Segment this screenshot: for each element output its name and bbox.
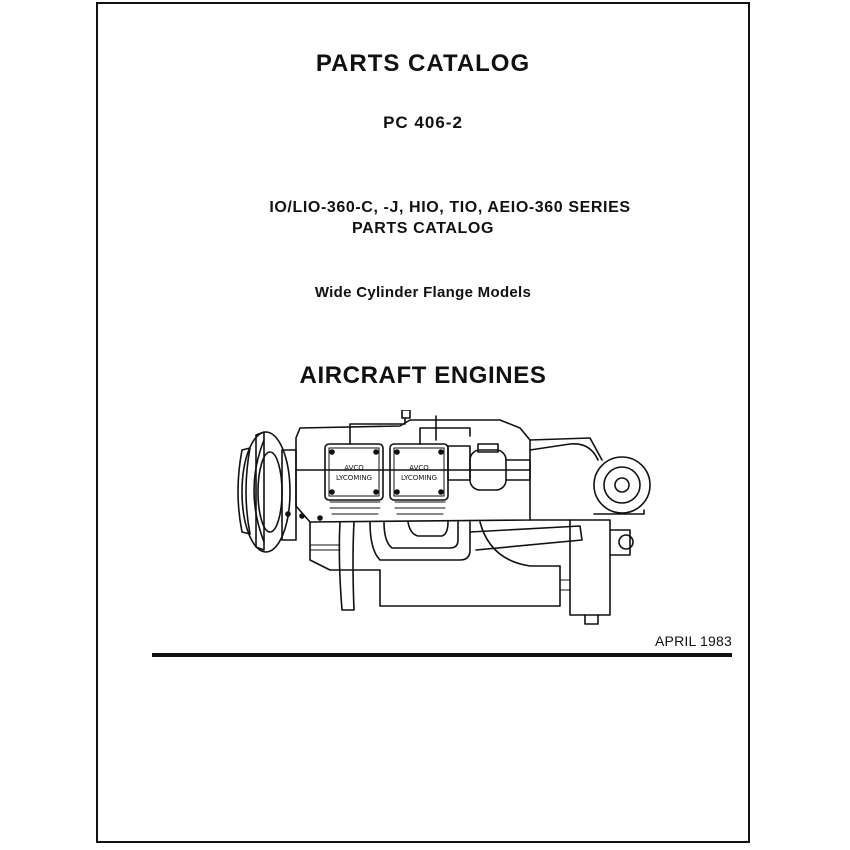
publication-date: APRIL 1983: [655, 633, 732, 649]
aircraft-engines-heading: AIRCRAFT ENGINES: [299, 362, 547, 389]
engine-series-catalog: PARTS CATALOG: [351, 220, 494, 237]
catalog-number: PC 406-2: [383, 113, 463, 132]
horizontal-rule: [152, 653, 732, 657]
aircraft-engine-icon: [230, 410, 660, 625]
valve-cover-brand: LYCOMING: [335, 474, 373, 482]
valve-cover-brand: LYCOMING: [400, 474, 438, 482]
valve-cover-brand: AVCO: [344, 464, 364, 472]
models-subtitle: Wide Cylinder Flange Models: [314, 284, 532, 301]
engine-series: IO/LIO-360-C, -J, HIO, TIO, AEIO-360 SERIES: [269, 199, 631, 216]
valve-cover-brand: AVCO: [409, 464, 429, 472]
catalog-title: PARTS CATALOG: [315, 50, 531, 77]
